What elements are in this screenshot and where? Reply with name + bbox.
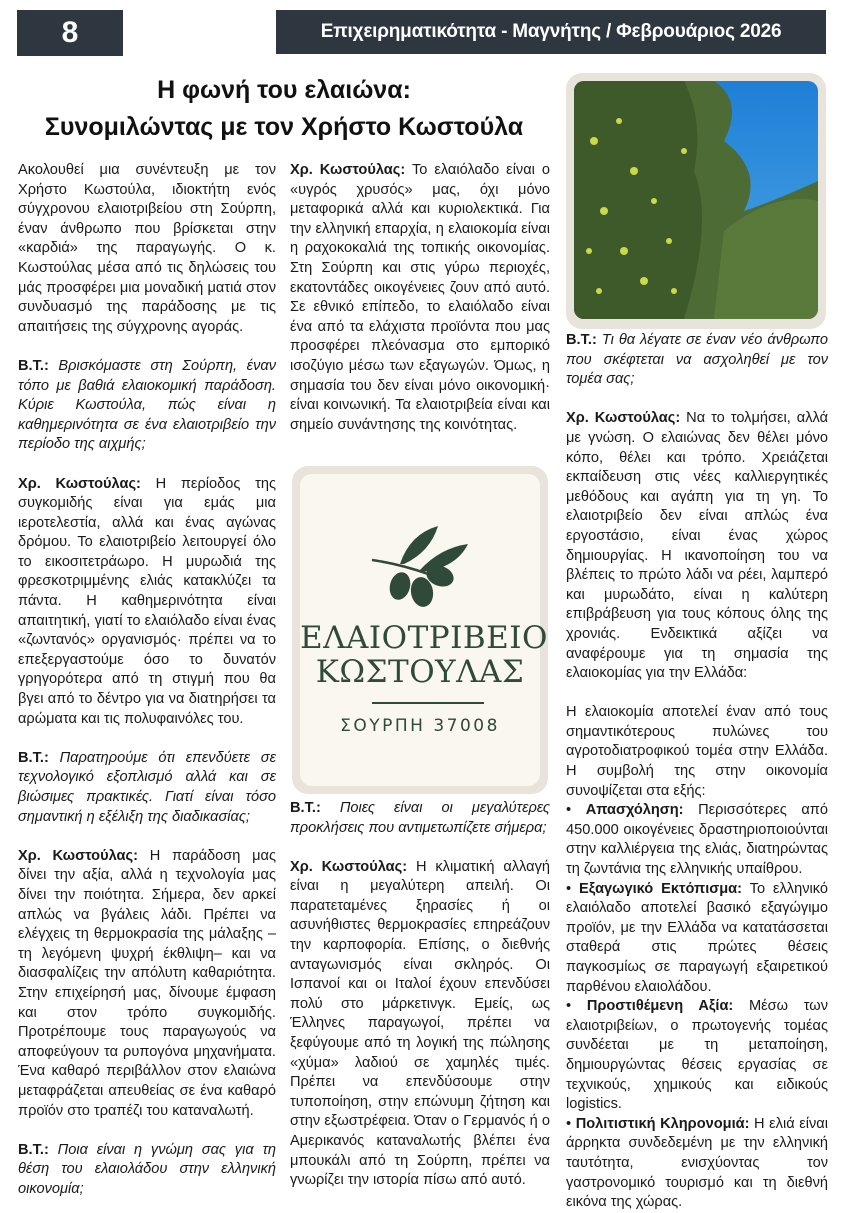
title-line-2: Συνομιλώντας με τον Χρήστο Κωστούλα bbox=[44, 113, 524, 141]
bullet-icon: • bbox=[566, 998, 572, 1015]
bullet-text: Μέσω των ελαιοτριβείων, ο πρωτογενής τομέας συνδέεται με τη μεταποίηση, δημιουργώντας θέσεις εργασίας σε τεχνικούς, χημικούς και ειδικούς logistics. bbox=[566, 998, 828, 1113]
company-logo-card bbox=[292, 466, 548, 794]
interviewee-label: Χρ. Κωστούλας: bbox=[290, 162, 406, 178]
interviewee-label: Χρ. Κωστούλας: bbox=[290, 858, 408, 875]
question bbox=[18, 749, 276, 827]
interviewer-label: Β.Τ.: bbox=[18, 357, 49, 374]
answer bbox=[18, 475, 276, 730]
page-number: 8 bbox=[17, 10, 123, 56]
answer-text: Η παράδοση μας δίνει την αξία, αλλά η τεχνολογία μας δίνει την ποιότητα. Σήμερα, δεν αρκεί απλώς να βγάλεις λάδι. Πρέπει να ελέγχεις τη θερμοκρασία της μάλαξης –τη λεγόμενη ψυχρή έκθλιψη– και να διασφαλίζεις την απόλυτη καθαριότητα. Στην επιχείρησή μας, δίνουμε έμφαση και στον τρόπο συγκομιδής. Προτρέπουμε τους παραγωγούς να αποφεύγουν τα ρυπογόνα μηχανήματα. Ένα καθαρό περιβάλλον στον ελαιώνα μεταφράζεται απευθείας σε ένα καθαρό προϊόν στο τραπέζι του καταναλωτή. bbox=[18, 847, 276, 1119]
logo-divider bbox=[372, 702, 484, 704]
question-text: Παρατηρούμε ότι επενδύετε σε τεχνολογικό εξοπλισμό αλλά και σε βιώσιμες πρακτικές. Γιατί είναι τόσο σημαντική η εξέλιξη της διαδικασίας; bbox=[18, 749, 276, 825]
summary-intro: Η ελαιοκομία αποτελεί έναν από τους σημαντικότερους πυλώνες του αγροτοδιατροφικού τομέα στην Ελλάδα. Η συμβολή της στην οικονομία συνοψίζεται στα εξής: bbox=[566, 704, 828, 799]
bullet-icon: • bbox=[566, 880, 572, 897]
interviewer-label: Β.Τ.: bbox=[18, 1141, 49, 1158]
answer bbox=[290, 858, 550, 1191]
bullet-text: Περισσότερες από 450.000 οικογένειες δραστηριοποιούνται στην καλλιέργεια της ελιάς, διατηρώντας τη ζωντάνια της ελληνικής υπαίθρου. bbox=[566, 802, 828, 878]
question bbox=[566, 331, 828, 390]
answer-text: Η περίοδος της συγκομιδής είναι για εμάς μια ιεροτελεστία, αλλά και ένας αγώνας δρόμου. Το ελαιοτριβείο λειτουργεί όλο το εικοσιτετράωρο. Η μυρωδιά της φρεσκοτριμμένης ελιάς κατακλύζει τα πάντα. Η καθημερινότητα είναι απαιτητική, γιατί το ελαιόλαδο είναι ένας «ζωντανός» οργανισμός· πρέπει να το επεξεργαστούμε όσο το δυνατόν γρηγορότερα από τη στιγμή που θα βγει από το δέντρο για να διατηρήσει τα αρώματα και τις πολυφαινόλες του. bbox=[18, 475, 276, 727]
bullet-item bbox=[566, 997, 828, 1115]
publication-header: Επιχειρηματικότητα - Μαγνήτης / Φεβρουάριος 2026 bbox=[276, 10, 826, 54]
logo-line-1: ΕΛΑΙΟΤΡΙΒΕΙΟ bbox=[300, 620, 548, 656]
bullet-label: Πολιτιστική Κληρονομιά: bbox=[575, 1115, 750, 1132]
question-text: Βρισκόμαστε στη Σούρπη, έναν τόπο με βαθιά ελαιοκομική παράδοση. Κύριε Κωστούλα, πώς είναι η καθημερινότητα σε ένα ελαιοτριβείο την περίοδο της αιχμής; bbox=[18, 357, 276, 453]
question bbox=[18, 357, 276, 455]
bullet-icon: • bbox=[566, 802, 572, 819]
column-1 bbox=[18, 161, 276, 1199]
bullet-label: Απασχόληση: bbox=[585, 802, 684, 819]
question-text: Ποιες είναι οι μεγαλύτερες προκλήσεις που αντιμετωπίζετε σήμερα; bbox=[290, 799, 550, 836]
interviewer-label: Β.Τ.: bbox=[566, 332, 597, 348]
olive-tree-photo-card bbox=[566, 73, 826, 329]
answer bbox=[566, 409, 828, 683]
logo-line-2: ΚΩΣΤΟΥΛΑΣ bbox=[315, 654, 525, 690]
answer bbox=[290, 161, 550, 435]
bullet-label: Προστιθέμενη Αξία: bbox=[586, 998, 734, 1015]
column-3 bbox=[566, 331, 828, 1213]
answer-text: Η κλιματική αλλαγή είναι η μεγαλύτερη απειλή. Οι παρατεταμένες ξηρασίες ή οι ασυνήθιστες θερμοκρασίες επηρεάζουν την καρποφορία. Επίσης, ο διεθνής ανταγωνισμός είναι σκληρός. Οι Ισπανοί και οι Ιταλοί έχουν επενδύσει πολύ στο μάρκετινγκ. Εμείς, ως Έλληνες παραγωγοί, πρέπει να ξεφύγουμε από τη λογική της πώλησης «χύμα» λαδιού σε χαμηλές τιμές. Πρέπει να επενδύσουμε στην τυποποίηση, στην επώνυμη ζήτηση και στην εξωστρέφεια. Όταν ο Γερμανός ή ο Αμερικανός καταναλωτής βλέπει ένα μπουκάλι από τη Σούρπη, πρέπει να γνωρίζει την ιστορία πίσω από αυτό. bbox=[290, 858, 550, 1189]
interviewer-label: Β.Τ.: bbox=[18, 749, 49, 766]
interviewer-label: Β.Τ.: bbox=[290, 799, 321, 816]
bullet-label: Εξαγωγικό Εκτόπισμα: bbox=[579, 880, 742, 897]
question bbox=[18, 1141, 276, 1200]
logo-inner bbox=[300, 474, 548, 786]
title-line-1: Η φωνή του ελαιώνα: bbox=[157, 76, 411, 104]
bullet-item bbox=[566, 880, 828, 998]
bullet-text: Η ελιά είναι άρρηκτα συνδεδεμένη με την ελληνική ταυτότητα, ενισχύοντας τον γαστρονομικό τουρισμό και τη διεθνή εικόνα της χώρας. bbox=[566, 1115, 828, 1211]
logo-address: ΣΟΥΡΠΗ 37008 bbox=[340, 716, 500, 736]
question-text: Ποια είναι η γνώμη σας για τη θέση του ελαιολάδου στην ελληνική οικονομία; bbox=[18, 1141, 277, 1197]
bullet-item bbox=[566, 1115, 828, 1213]
answer bbox=[18, 847, 276, 1121]
article-title bbox=[14, 72, 554, 146]
olive-tree-photo bbox=[574, 81, 818, 319]
olive-tree-illustration bbox=[574, 81, 818, 319]
question bbox=[290, 799, 550, 838]
olive-branch-icon bbox=[370, 524, 470, 614]
bullet-text: Το ελληνικό ελαιόλαδο αποτελεί βασικό εξαγώγιμο προϊόν, με την Ελλάδα να κατατάσσεται σταθερά στις πρώτες θέσεις παγκοσμίως σε παραγωγή εξαιρετικού παρθένου ελαιολάδου. bbox=[566, 880, 828, 995]
interviewee-label: Χρ. Κωστούλας: bbox=[18, 475, 141, 492]
interviewee-label: Χρ. Κωστούλας: bbox=[18, 847, 138, 864]
answer-text: Το ελαιόλαδο είναι ο «υγρός χρυσός» μας, όχι μόνο μεταφορικά αλλά και κυριολεκτικά. Για την ελληνική επαρχία, η ελαιοκομία είναι η ραχοκοκαλιά της τοπικής οικονομίας. Στη Σούρπη και στις γύρω περιοχές, εκατοντάδες οικογένειες ζουν από αυτό. Σε εθνικό επίπεδο, το ελαιόλαδο είναι ένα από τα ελάχιστα προϊόντα που μας προσφέρει πλεόνασμα στο εμπορικό ισοζύγιο μέσω των εξαγωγών. Όμως, η σημασία του δεν είναι μόνο οικονομική· είναι κοινωνική. Τα ελαιοτριβεία είναι και σημείο συνάντησης της κοινότητας. bbox=[290, 162, 551, 433]
bullet-item bbox=[566, 801, 828, 879]
bullet-icon: • bbox=[566, 1115, 572, 1132]
interviewee-label: Χρ. Κωστούλας: bbox=[566, 410, 681, 427]
question-text: Τι θα λέγατε σε έναν νέο άνθρωπο που σκέφτεται να ασχοληθεί με τον τομέα σας; bbox=[566, 332, 828, 388]
intro-paragraph: Ακολουθεί μια συνέντευξη με τον Χρήστο Κωστούλα, ιδιοκτήτη ενός σύγχρονου ελαιοτριβείου στη Σούρπη, έναν άνθρωπο που βρίσκεται στην «καρδιά» της παραγωγής. Ο κ. Κωστούλας μέσα από τις δηλώσεις του μάς προσφέρει μια μοναδική ματιά στον συνδυασμό της παράδοσης με τις απαιτήσεις της σύγχρονης αγοράς. bbox=[18, 162, 276, 335]
answer-text: Να το τολμήσει, αλλά με γνώση. Ο ελαιώνας δεν θέλει μόνο κόπο, θέλει και τρόπο. Χρειάζεται εκπαίδευση στις νέες καλλιεργητικές μεθόδους και αγάπη για τη γη. Το ελαιοτριβείο δεν είναι απλώς ένα εργοστάσιο, είναι ένας χώρος δημιουργίας. Η ικανοποίηση του να βλέπεις το πρώτο λάδι να ρέει, λαμπερό και μυρωδάτο, είναι η καλύτερη επιβράβευση για τους κόπους όλης της χρονιάς. Ενδεικτικά αξίζει να αναφέρουμε για τη σημασία της ελαιοκομίας για την Ελλάδα: bbox=[566, 410, 829, 682]
